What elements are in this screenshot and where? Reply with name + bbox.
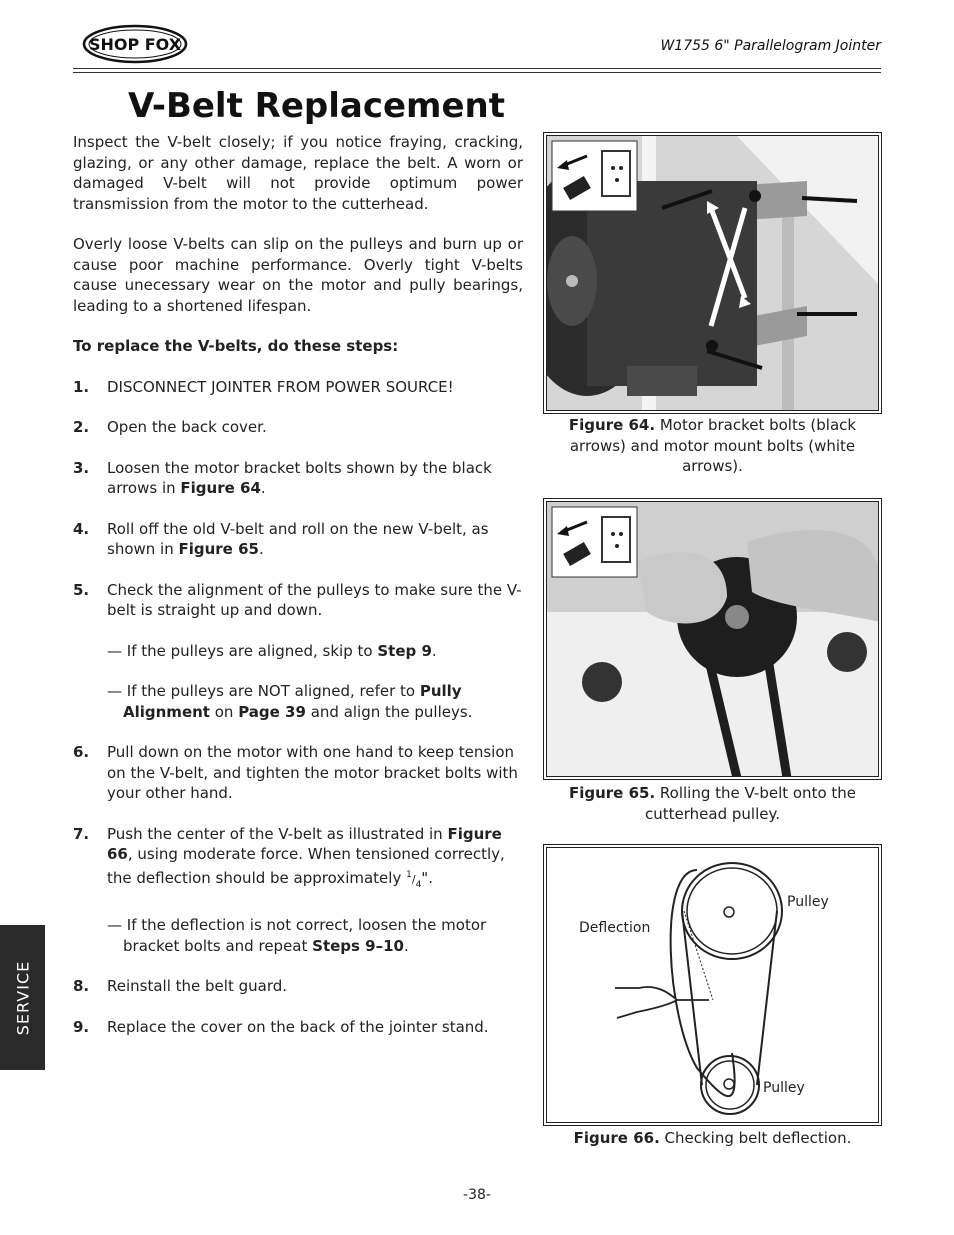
intro-paragraph: Overly loose V-belts can slip on the pulleys and burn up or cause poor machine performance. Overly tight V-belts cause unecessary wear on the motor and pully bearings, leading to a shortened lifespan. — [73, 235, 523, 315]
step-number: 8. — [73, 977, 90, 995]
step-text: Roll off the old V-belt and roll on the new V-belt, as shown in — [107, 519, 489, 558]
header-rule — [73, 68, 881, 69]
figure-reference: Figure 64 — [180, 479, 261, 497]
step-text: . — [260, 479, 266, 497]
note-text: — If the pulleys are NOT aligned, refer to — [107, 682, 420, 700]
step-8 — [73, 976, 523, 997]
figure-64 — [543, 132, 882, 414]
step-5-note-aligned — [107, 641, 523, 662]
step-1 — [73, 377, 523, 398]
caption-text: Checking belt deflection. — [659, 1129, 852, 1147]
pulley-bottom-label: Pulley — [763, 1080, 805, 1096]
page-number: -38- — [463, 1187, 491, 1203]
figure-64-photo — [546, 135, 879, 411]
caption-text: Motor bracket bolts (black arrows) and motor mount bolts (white arrows). — [569, 416, 857, 475]
figure-65-photo — [546, 501, 879, 777]
figure-65 — [543, 498, 882, 780]
step-text: Loosen the motor bracket bolts shown by the black arrows in — [107, 458, 492, 497]
figure-label: Figure 64. — [568, 416, 656, 434]
step-number: 9. — [73, 1017, 90, 1036]
step-number: 4. — [73, 519, 90, 538]
figure-64-caption — [543, 415, 882, 477]
caption-text: Rolling the V-belt onto the cutterhead pulley. — [645, 784, 857, 823]
step-text: Reinstall the belt guard. — [107, 977, 288, 995]
step-6 — [73, 742, 523, 804]
step-reference: Steps 9–10 — [312, 936, 404, 955]
step-text: ". — [421, 868, 433, 887]
shop-fox-logo — [82, 24, 188, 64]
step-number: 7. — [73, 824, 90, 843]
document-title: W1755 6" Parallelogram Jointer — [660, 38, 881, 54]
page-reference: Page 39 — [238, 702, 306, 721]
instructions-column — [73, 132, 523, 1057]
step-7: 7. Push the center of the V-belt as illustrated in Figure 66, using moderate force. When tensioned correctly, the deflection should be approximately $^1/_4$". — [73, 824, 505, 890]
step-9 — [73, 1017, 523, 1038]
side-tab-label: SERVICE — [13, 960, 32, 1035]
steps-lead: To replace the V-belts, do these steps: — [73, 337, 399, 355]
figure-66-caption — [543, 1128, 882, 1149]
step-3 — [73, 458, 523, 499]
note-text: — If the deflection is not correct, loosen the motor bracket bolts and repeat — [107, 916, 487, 955]
fraction-denominator: 4 — [415, 879, 422, 890]
step-text: DISCONNECT JOINTER FROM POWER SOURCE! — [107, 377, 454, 396]
step-number: 1. — [73, 377, 90, 396]
page-title: V-Belt Replacement — [128, 86, 506, 126]
intro-paragraph: Inspect the V-belt closely; if you notice fraying, cracking, glazing, or any other damage, replace the belt. A worn or damaged V-belt will not provide optimum power transmission from the motor to the cutterhead. — [73, 133, 523, 213]
step-text: Push the center of the V-belt as illustrated in — [107, 824, 448, 843]
figure-65-caption — [543, 783, 882, 824]
step-text: Open the back cover. — [107, 418, 267, 436]
step-7-note — [107, 915, 523, 956]
note-text: and align the pulleys. — [305, 702, 473, 721]
step-2 — [73, 417, 523, 438]
step-4 — [73, 519, 523, 560]
note-text: . — [404, 936, 409, 955]
step-number: 5. — [73, 580, 90, 599]
step-text: . — [258, 540, 264, 558]
step-number: 3. — [73, 458, 90, 477]
figure-label: Figure 66. — [573, 1129, 660, 1147]
step-reference: Step 9 — [377, 641, 432, 660]
note-text: on — [209, 702, 239, 721]
figure-reference: Figure 65 — [178, 540, 259, 558]
pulley-top-label: Pulley — [787, 894, 829, 910]
figure-reference: Figure 66 — [107, 824, 502, 863]
header-rule — [73, 72, 881, 73]
deflection-label: Deflection — [579, 920, 651, 936]
figure-66-diagram — [546, 847, 879, 1123]
section-side-tab — [0, 925, 45, 1070]
figure-label: Figure 65. — [568, 784, 656, 802]
step-number: 6. — [73, 743, 90, 761]
step-text: Check the alignment of the pulleys to make sure the V-belt is straight up and down. — [107, 580, 522, 619]
logo-text: SHOP FOX — [88, 35, 182, 54]
note-text: . — [431, 641, 437, 660]
step-text: Pull down on the motor with one hand to keep tension on the V-belt, and tighten the motor bracket bolts with your other hand. — [107, 743, 518, 802]
step-5 — [73, 580, 523, 621]
step-number: 2. — [73, 418, 90, 436]
note-text: — If the pulleys are aligned, skip to — [107, 641, 378, 660]
step-5-note-not-aligned — [107, 681, 523, 722]
section-reference: Pully Alignment — [123, 682, 462, 721]
figure-66 — [543, 844, 882, 1126]
step-text: , using moderate force. When tensioned correctly, the deflection should be approximately — [107, 845, 505, 887]
step-text: Replace the cover on the back of the jointer stand. — [107, 1017, 489, 1036]
fraction-numerator: 1 — [406, 869, 412, 880]
